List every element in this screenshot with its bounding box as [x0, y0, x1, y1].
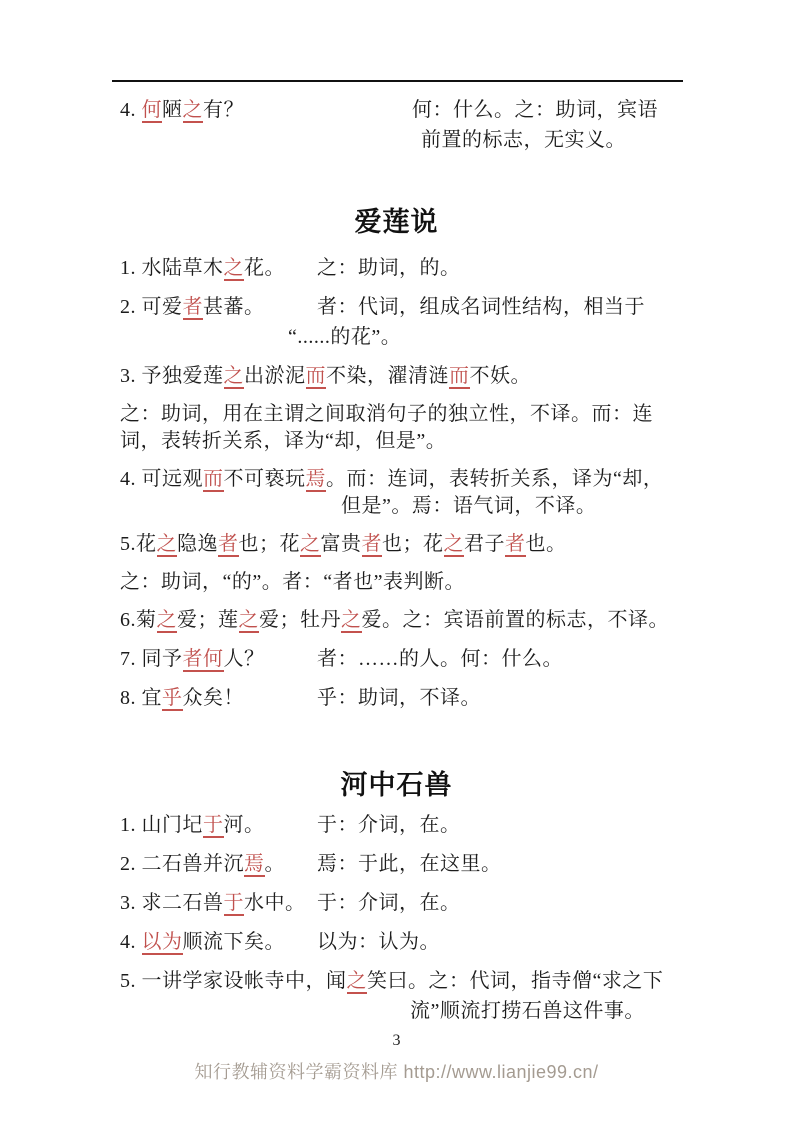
explanation-line: 之：助词，的。 — [317, 257, 461, 279]
sentence-line: 1. 水陆草木之花。 — [120, 257, 285, 279]
explanation-line: 焉：于此，在这里。 — [317, 853, 502, 875]
footer-credit: 知行教辅资料学霸资料库 http://www.lianjie99.cn/ — [194, 1062, 599, 1082]
sentence-line: 6.菊之爱；莲之爱；牡丹之爱。之：宾语前置的标志，不译。 — [120, 609, 669, 631]
sentence-line: 4. 可远观而不可亵玩焉。而：连词，表转折关系，译为“却， — [120, 468, 664, 490]
explanation-line: “......的花”。 — [288, 326, 402, 348]
sentence-line: 2. 可爱者甚蕃。 — [120, 296, 265, 318]
explanation-line: 但是”。焉：语气词，不译。 — [341, 495, 597, 517]
explanation-line: 者：……的人。何：什么。 — [317, 648, 563, 670]
sentence-line: 8. 宜乎众矣！ — [120, 687, 244, 709]
sentence-line: 1. 山门圮于河。 — [120, 814, 265, 836]
sentence-line: 7. 同予者何人？ — [120, 648, 265, 670]
sentence-line: 3. 求二石兽于水中。 — [120, 892, 306, 914]
section-title-ailianshuo: 爱莲说 — [354, 207, 439, 237]
carryover-explanation-line1: 何：什么。之：助词，宾语 — [412, 99, 658, 121]
explanation-line: 流”顺流打捞石兽这件事。 — [410, 1000, 645, 1022]
carryover-sentence: 4. 何陋之有？ — [120, 99, 244, 121]
explanation-line: 词，表转折关系，译为“却，但是”。 — [120, 430, 447, 452]
sentence-line: 4. 以为顺流下矣。 — [120, 931, 285, 953]
carryover-explanation-line2: 前置的标志，无实义。 — [421, 129, 626, 151]
explanation-line: 者：代词，组成名词性结构，相当于 — [317, 296, 645, 318]
explanation-line: 之：助词，“的”。者：“者也”表判断。 — [120, 571, 466, 593]
sentence-line: 3. 予独爱莲之出淤泥而不染，濯清涟而不妖。 — [120, 365, 531, 387]
divider-line — [112, 80, 683, 82]
sentence-line: 5. 一讲学家设帐寺中，闻之笑曰。之：代词，指寺僧“求之下 — [120, 970, 664, 992]
sentence-line: 5.花之隐逸者也；花之富贵者也；花之君子者也。 — [120, 533, 567, 555]
explanation-line: 以为：认为。 — [317, 931, 440, 953]
explanation-line: 于：介词，在。 — [317, 814, 461, 836]
explanation-line: 乎：助词，不译。 — [317, 687, 481, 709]
sentence-line: 2. 二石兽并沉焉。 — [120, 853, 285, 875]
explanation-line: 之：助词，用在主谓之间取消句子的独立性，不译。而：连 — [120, 403, 653, 425]
explanation-line: 于：介词，在。 — [317, 892, 461, 914]
page-number: 3 — [392, 1032, 401, 1049]
section-title-hezhongshishou: 河中石兽 — [340, 770, 453, 800]
